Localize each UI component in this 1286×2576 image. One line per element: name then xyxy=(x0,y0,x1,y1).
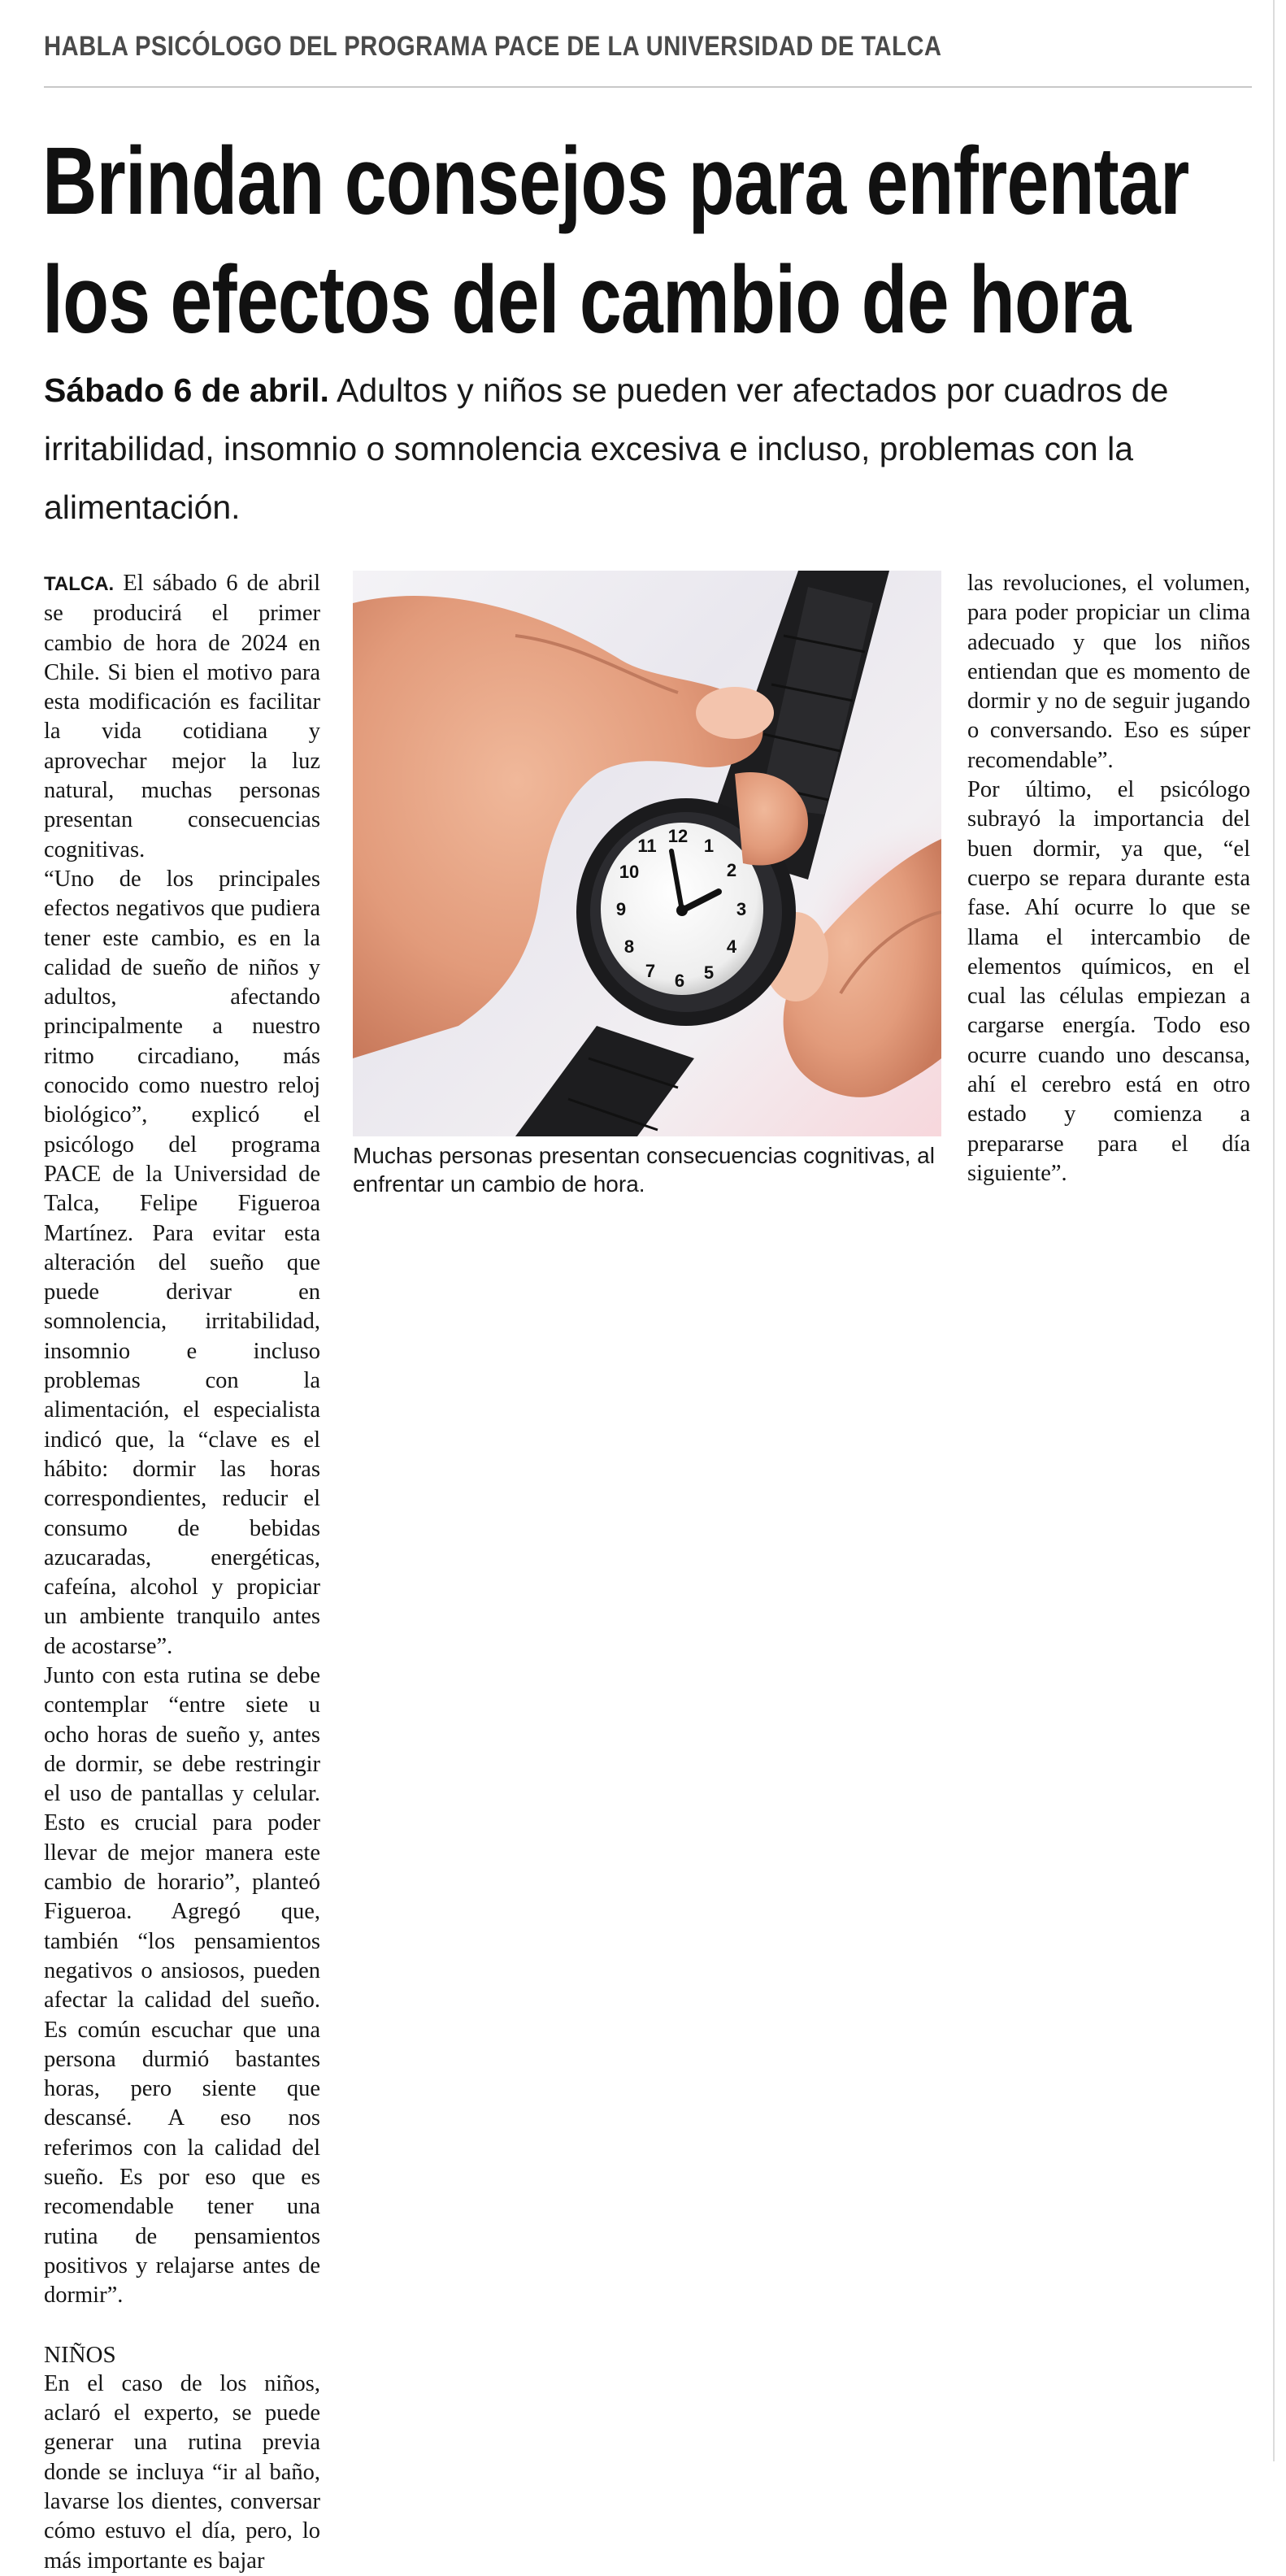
clock-number-6: 6 xyxy=(674,971,685,991)
clock-number-1: 1 xyxy=(703,836,715,856)
wristwatch-photo-illustration xyxy=(353,571,941,1136)
clock-number-11: 11 xyxy=(637,836,657,856)
headline xyxy=(42,122,1189,359)
clock-number-7: 7 xyxy=(645,961,656,981)
article-photo xyxy=(353,571,941,1136)
deck-text: Adultos y niños se pueden ver afectados por cuadros de irritabilidad, insomnio o somnolencia excesiva e incluso, problemas con la alimentación. xyxy=(44,371,1169,526)
page-edge-rule xyxy=(1273,0,1275,2461)
paragraph-6: Por último, el psicólogo subrayó la importancia del buen dormir, ya que, “el cuerpo se repara durante esta fase. Ahí ocurre lo que se llama el intercambio de elementos químicos, en el cual las células empiezan a cargarse energía. Todo eso ocurre cuando uno descansa, ahí el cerebro está en otro estado y comienza a prepararse para el día siguiente”. xyxy=(967,777,1250,1186)
clock-number-3: 3 xyxy=(736,899,747,919)
paragraph-4: En el caso de los niños, aclaró el experto, se puede generar una rutina previa donde se incluya “ir al baño, lavarse los dientes, conversar cómo estuvo el día, pero, lo más importante es bajar xyxy=(44,2370,320,2574)
deck-lead: Sábado 6 de abril. xyxy=(44,371,329,409)
paragraph-3: Junto con esta rutina se debe contemplar “entre siete u ocho horas de sueño y, antes de dormir, se debe restringir el uso de pantallas y celular. Esto es crucial para poder llevar de mejor manera este cambio de horario”, planteó Figueroa. Agregó que, también “los pensamientos negativos o ansiosos, pueden afectar la calidad del sueño. Es común escuchar que una persona durmió bastantes horas, pero siente que descansé. A eso nos referimos con la calidad del sueño. Es por eso que es recomendable tener una rutina de pensamientos positivos y relajarse antes de dormir”. xyxy=(44,1662,320,2309)
clock-number-2: 2 xyxy=(726,860,737,880)
article-column-3 xyxy=(967,569,1250,1188)
deck xyxy=(44,361,1255,536)
paragraph-2: “Uno de los principales efectos negativos que pudiera tener este cambio, es en la calidad de sueño de niños y adultos, afectando principalmente a nuestro ritmo circadiano, más conocido como nuestro reloj biológico”, explicó el psicólogo del programa PACE de la Universidad de Talca, Felipe Figueroa Martínez. Para evitar esta alteración del sueño que puede derivar en somnolencia, irritabilidad, insomnio e incluso problemas con la alimentación, el especialista indicó que, la “clave es el hábito: dormir las horas correspondientes, reducir el consumo de bebidas azucaradas, energéticas, cafeína, alcohol y propiciar un ambiente tranquilo antes de acostarse”. xyxy=(44,866,320,1659)
clock-number-9: 9 xyxy=(615,899,627,919)
kicker-divider xyxy=(44,86,1252,88)
article-column-1 xyxy=(44,569,320,2576)
clock-number-5: 5 xyxy=(703,962,715,983)
photo-caption: Muchas personas presentan consecuencias cognitivas, al enfrentar un cambio de hora. xyxy=(353,1143,935,1197)
clock-number-8: 8 xyxy=(623,936,635,957)
clock-number-4: 4 xyxy=(726,936,737,957)
paragraph-1 xyxy=(44,569,320,865)
clock-number-10: 10 xyxy=(619,862,640,882)
dateline: TALCA. xyxy=(44,573,115,595)
headline-line-1: Brindan consejos para enfrentar xyxy=(42,128,1189,235)
headline-line-2: los efectos del cambio de hora xyxy=(42,246,1131,354)
clock-number-12: 12 xyxy=(667,826,689,846)
subhead-ninos: NIÑOS xyxy=(44,2341,116,2368)
paragraph-5: las revoluciones, el volumen, para poder propiciar un clima adecuado y que los niños entiendan que es momento de dormir y no de seguir jugando o conversando. Eso es súper recomendable”. xyxy=(967,571,1250,773)
kicker: HABLA PSICÓLOGO DEL PROGRAMA PACE DE LA UNIVERSIDAD DE TALCA xyxy=(44,31,942,62)
paragraph-1-text: El sábado 6 de abril se producirá el primer cambio de hora de 2024 en Chile. Si bien el motivo para esta modificación es facilitar la vida cotidiana y aprovechar mejor la luz natural, muchas personas presentan consecuencias cognitivas. xyxy=(44,571,320,862)
